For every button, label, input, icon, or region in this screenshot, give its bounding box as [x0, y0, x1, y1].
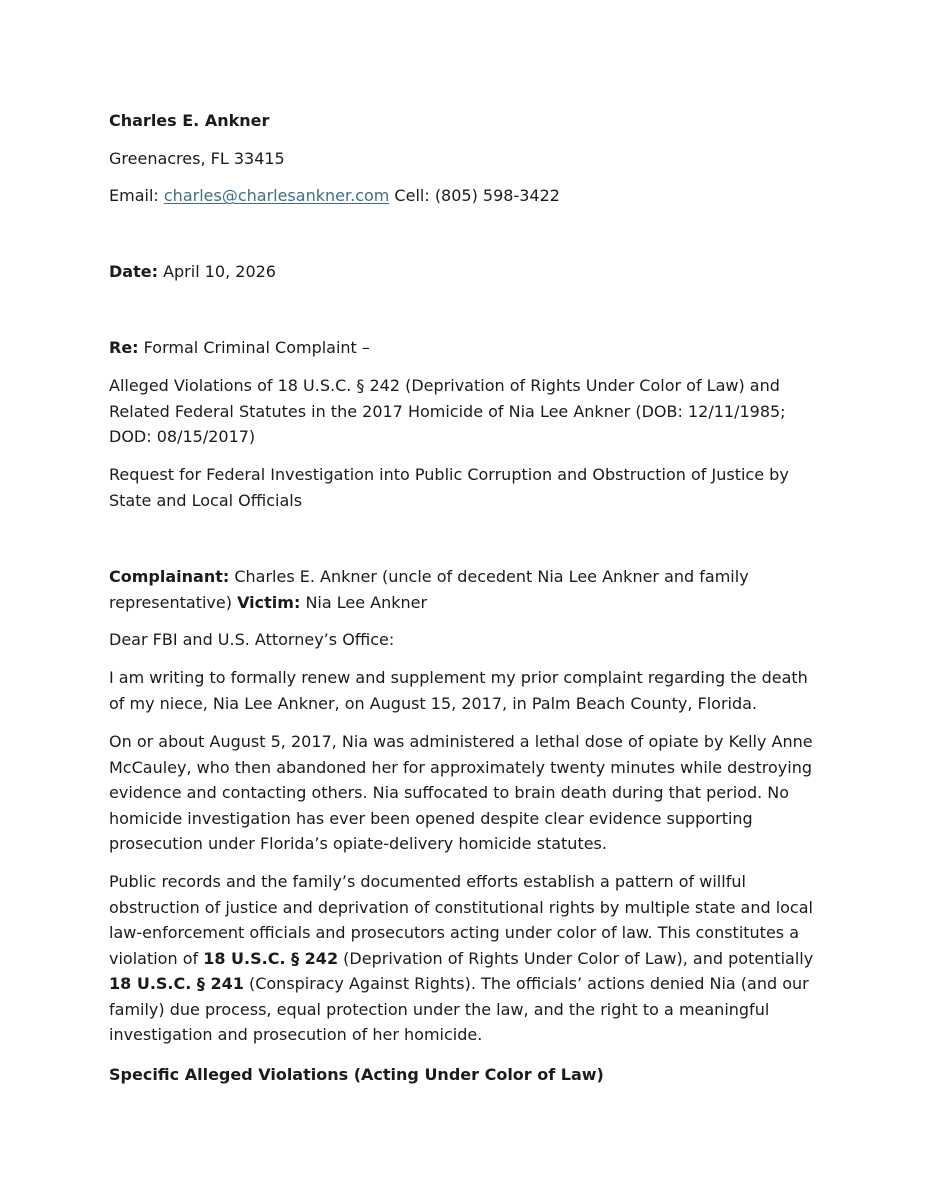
complainant-value: Charles E. Ankner (uncle of decedent Nia Lee Ankner and family representative) — [109, 567, 749, 612]
re-subject: Formal Criminal Complaint – — [143, 338, 370, 357]
victim-value: Nia Lee Ankner — [305, 592, 428, 612]
email-link[interactable]: charles@charlesankner.com — [163, 186, 390, 205]
sender-name: Charles E. Ankner — [109, 111, 270, 130]
sender-address: Greenacres, FL 33415 — [109, 149, 285, 168]
re-line — [109, 335, 821, 361]
cell-number: (805) 598-3422 — [434, 186, 560, 205]
re-label: Re: — [109, 338, 139, 357]
re-statutes: Alleged Violations of 18 U.S.C. § 242 (Deprivation of Rights Under Color of Law) and Related Federal Statutes in the 2017 Homicide of Nia Lee Ankner (DOB: 12/11/1985; DOD: 08/15/2017) — [109, 376, 786, 446]
statute-241: 18 U.S.C. § 241 — [109, 974, 244, 993]
cell-label: Cell: — [394, 186, 430, 205]
section-heading: Specific Alleged Violations (Acting Under Color of Law) — [109, 1065, 604, 1084]
victim-label: Victim: — [237, 592, 301, 612]
parties-line — [109, 564, 821, 615]
date-label: Date: — [109, 262, 158, 281]
complainant-label: Complainant: — [109, 567, 230, 586]
contact-line — [109, 183, 821, 209]
email-label: Email: — [109, 186, 159, 205]
p3-text-e: (Conspiracy Against Rights). The officials’ actions denied Nia (and our family) due process, equal protection under the law, and the right to a meaningful investigation and prosecution of her homicide. — [109, 974, 809, 1044]
p3-text-c: (Deprivation of Rights Under Color of Law), and potentially — [343, 948, 814, 968]
date-line — [109, 259, 821, 285]
date-value: April 10, 2026 — [163, 262, 276, 281]
paragraph-2: On or about August 5, 2017, Nia was administered a lethal dose of opiate by Kelly Anne McCauley, who then abandoned her for approximately twenty minutes while destroying evidence and contacting others. Nia suffocated to brain death during that period. No homicide investigation has ever been opened despite clear evidence supporting prosecution under Florida’s opiate-delivery homicide statutes. — [109, 732, 813, 853]
paragraph-1: I am writing to formally renew and supplement my prior complaint regarding the death of my niece, Nia Lee Ankner, on August 15, 2017, in Palm Beach County, Florida. — [109, 668, 808, 713]
salutation: Dear FBI and U.S. Attorney’s Office: — [109, 630, 395, 649]
p3-text-a: Public records and the family’s documented efforts establish a pattern of willful obstruction of justice and deprivation of constitutional rights by multiple state and local law-enforcement officials and prosecutors acting under color of law. This constitutes a violation of — [109, 872, 813, 968]
re-request: Request for Federal Investigation into Public Corruption and Obstruction of Justice by State and Local Officials — [109, 465, 789, 510]
statute-242: 18 U.S.C. § 242 — [203, 948, 339, 968]
paragraph-3 — [109, 869, 821, 1048]
